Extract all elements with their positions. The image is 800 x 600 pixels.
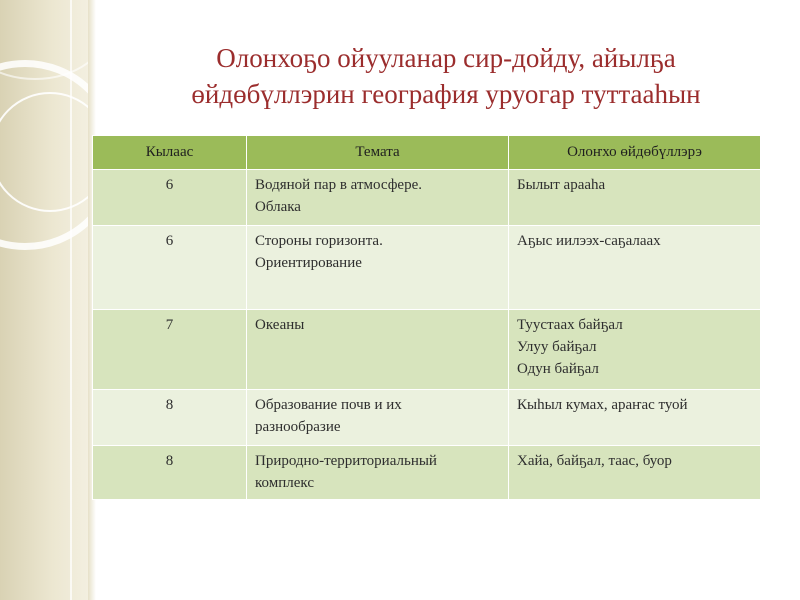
table-header-row (93, 136, 761, 170)
cell-concepts: Кыһыл кумах, араҥас туой (509, 390, 761, 446)
header-concepts: Олоҥхо өйдөбүллэрэ (509, 136, 761, 170)
table-row (93, 310, 761, 390)
decorative-sidebar (0, 0, 88, 600)
table-row (93, 446, 761, 500)
cell-topic: Стороны горизонта. Ориентирование (247, 226, 509, 310)
cell-grade: 8 (93, 446, 247, 500)
cell-grade: 6 (93, 170, 247, 226)
lesson-table (92, 135, 761, 500)
cell-concepts: Былыт арааһа (509, 170, 761, 226)
cell-topic: Водяной пар в атмосфере. Облака (247, 170, 509, 226)
table-row (93, 390, 761, 446)
cell-topic: Образование почв и их разнообразие (247, 390, 509, 446)
cell-grade: 8 (93, 390, 247, 446)
slide-title-line-2: өйдөбүллэрин география уруогар туттааһын (191, 79, 701, 109)
cell-grade: 6 (93, 226, 247, 310)
header-topic: Темата (247, 136, 509, 170)
cell-grade: 7 (93, 310, 247, 390)
slide-title (96, 40, 796, 112)
cell-topic: Природно-территориальный комплекс (247, 446, 509, 500)
cell-concepts: Хайа, байҕал, таас, буор (509, 446, 761, 500)
slide-title-line-1: Олонхоҕо ойууланар сир-дойду, айылҕа (216, 43, 676, 73)
table-row (93, 170, 761, 226)
cell-concepts: Туустаах байҕал Улуу байҕал Одун байҕал (509, 310, 761, 390)
table-row (93, 226, 761, 310)
cell-concepts: Аҕыс иилээх-саҕалаах (509, 226, 761, 310)
cell-topic: Океаны (247, 310, 509, 390)
header-grade: Кылаас (93, 136, 247, 170)
